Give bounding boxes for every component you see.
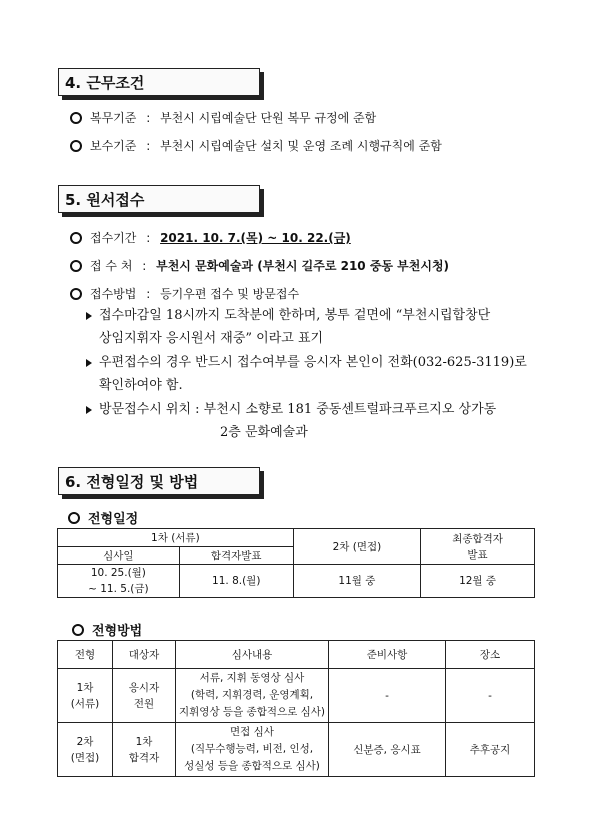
r2-content-line-3: 성실성 등을 종합적으로 심사) <box>184 760 320 772</box>
schedule-subtitle: 전형일정 <box>88 512 139 527</box>
circle-bullet-icon <box>70 260 82 272</box>
period-label: 접수기간 <box>90 231 137 245</box>
circle-bullet-icon <box>68 512 80 524</box>
final-header <box>421 529 535 565</box>
method-value: 등기우편 접수 및 방문접수 <box>160 287 300 301</box>
circle-bullet-icon <box>70 288 82 300</box>
period-value: 2021. 10. 7.(목) ~ 10. 22.(금) <box>160 231 351 245</box>
method-row <box>90 285 299 302</box>
r1-stage <box>58 669 113 723</box>
announce-cell: 11. 8.(월) <box>179 565 293 598</box>
separator: : <box>146 111 151 125</box>
r1-stage-line-1: 1차 <box>76 681 94 694</box>
th-content: 심사내용 <box>176 641 329 669</box>
method-label: 접수방법 <box>90 287 137 301</box>
pay-standard-row <box>90 137 442 154</box>
table-row <box>58 723 535 777</box>
separator: : <box>146 287 151 301</box>
r2-stage-line-2: (면접) <box>70 751 100 764</box>
section-5-header: 5. 원서접수 <box>58 185 260 213</box>
circle-bullet-icon <box>70 112 82 124</box>
r2-stage <box>58 723 113 777</box>
circle-bullet-icon <box>70 232 82 244</box>
r1-target-line-1: 응시자 <box>128 681 160 694</box>
review-date-line-1: 10. 25.(월) <box>90 567 146 579</box>
r2-content <box>176 723 329 777</box>
round1-header: 1차 (서류) <box>58 529 294 547</box>
r1-prep: - <box>329 669 446 723</box>
r1-target <box>113 669 176 723</box>
separator: : <box>146 139 151 153</box>
bullet-2-line-1: 우편접수의 경우 반드시 접수여부를 응시자 본인이 전화(032-625-3119)로 <box>99 355 527 370</box>
separator: : <box>142 259 147 273</box>
r2-stage-line-1: 2차 <box>76 735 94 748</box>
duty-standard-row <box>90 109 376 126</box>
circle-bullet-icon <box>72 624 84 636</box>
period-row <box>90 229 351 246</box>
duty-standard-label: 복무기준 <box>90 111 137 125</box>
bullet-3-line-2: 2층 문화예술과 <box>220 425 308 440</box>
triangle-bullet-icon <box>86 312 92 320</box>
table-row <box>58 669 535 723</box>
duty-standard-text: 부천시 시립예술단 단원 복무 규정에 준함 <box>160 111 377 125</box>
r2-target-line-2: 합격자 <box>128 751 160 764</box>
r1-place: - <box>446 669 535 723</box>
r1-content-line-3: 지휘영상 등을 종합적으로 심사) <box>179 706 325 718</box>
method-table <box>57 640 535 777</box>
th-target: 대상자 <box>113 641 176 669</box>
place-value: 부천시 문화예술과 (부천시 길주로 210 중동 부천시청) <box>156 259 450 273</box>
r2-place: 추후공지 <box>446 723 535 777</box>
bullet-1-line-1: 접수마감일 18시까지 도착분에 한하며, 봉투 겉면에 “부천시립합창단 <box>99 308 491 323</box>
round2-header: 2차 (면접) <box>293 529 420 565</box>
r2-target-line-1: 1차 <box>135 735 153 748</box>
bullet-2-line-2: 확인하여야 함. <box>99 378 183 393</box>
circle-bullet-icon <box>70 140 82 152</box>
schedule-table <box>57 528 535 598</box>
th-place: 장소 <box>446 641 535 669</box>
place-label: 접 수 처 <box>90 259 133 273</box>
r1-content <box>176 669 329 723</box>
r2-content-line-2: (직무수행능력, 비전, 인성, <box>190 743 314 755</box>
bullet-3-line-1: 방문접수시 위치 : 부천시 소향로 181 중동센트럴파크푸르지오 상가동 <box>99 402 497 417</box>
r2-prep: 신분증, 응시표 <box>329 723 446 777</box>
r1-content-line-2: (학력, 지휘경력, 운영계획, <box>190 689 314 701</box>
th-stage: 전형 <box>58 641 113 669</box>
round2-cell: 11월 중 <box>293 565 420 598</box>
section-4-header: 4. 근무조건 <box>58 68 260 96</box>
triangle-bullet-icon <box>86 359 92 367</box>
final-cell: 12월 중 <box>421 565 535 598</box>
r1-stage-line-2: (서류) <box>70 697 100 710</box>
announce-header: 합격자발표 <box>179 547 293 565</box>
separator: : <box>146 231 151 245</box>
bullet-1-line-2: 상임지휘자 응시원서 재중” 이라고 표기 <box>99 331 324 346</box>
r2-target <box>113 723 176 777</box>
r1-content-line-1: 서류, 지휘 동영상 심사 <box>199 672 305 684</box>
review-date-header: 심사일 <box>58 547 180 565</box>
triangle-bullet-icon <box>86 406 92 414</box>
pay-standard-text: 부천시 시립예술단 설치 및 운영 조례 시행규칙에 준함 <box>160 139 442 153</box>
r2-content-line-1: 면접 심사 <box>230 726 274 738</box>
pay-standard-label: 보수기준 <box>90 139 137 153</box>
review-date-line-2: ~ 11. 5.(금) <box>88 583 149 595</box>
section-6-header: 6. 전형일정 및 방법 <box>58 467 260 495</box>
th-prep: 준비사항 <box>329 641 446 669</box>
final-header-line-2: 발표 <box>467 548 488 561</box>
r1-target-line-2: 전원 <box>133 697 155 710</box>
method-subtitle: 전형방법 <box>92 624 143 639</box>
place-row <box>90 257 449 274</box>
review-date-cell <box>58 565 180 598</box>
final-header-line-1: 최종합격자 <box>452 532 503 545</box>
